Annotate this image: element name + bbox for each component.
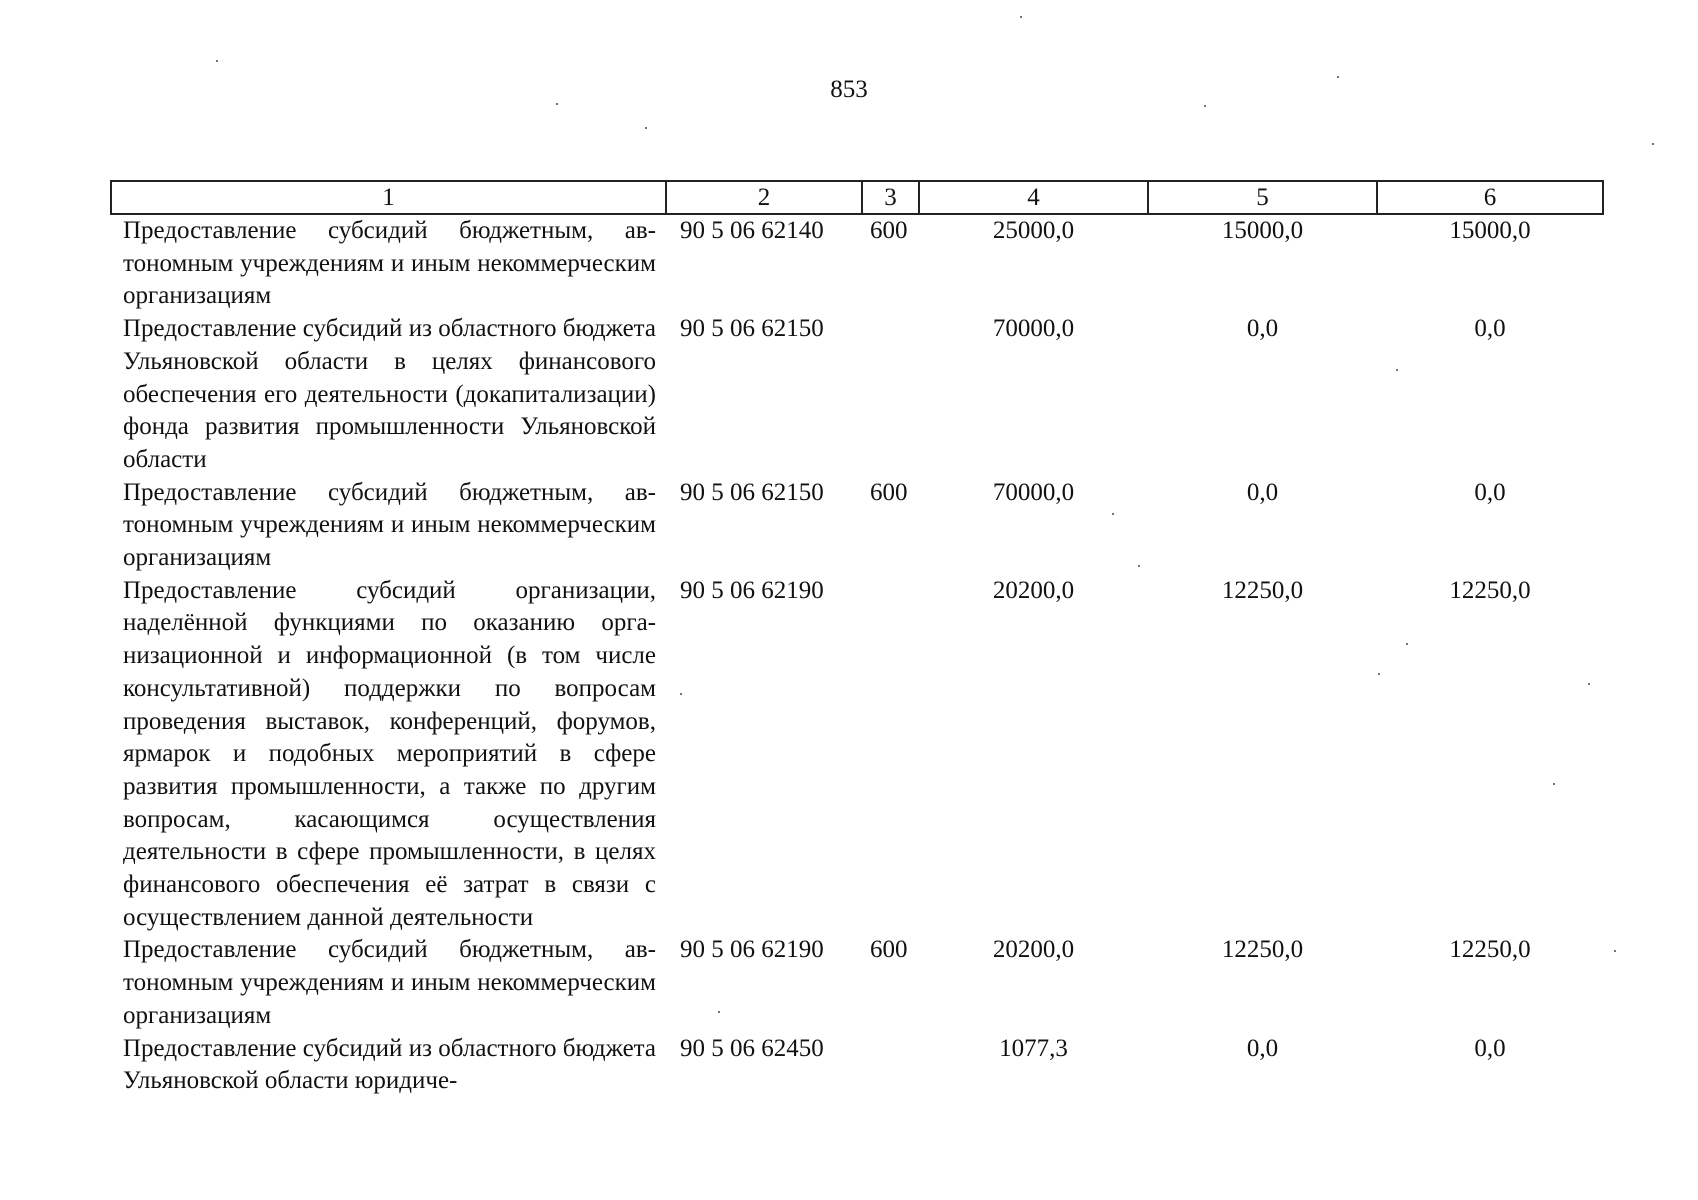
row-value-col5: 0,0 <box>1246 478 1279 506</box>
table-header <box>111 181 1603 214</box>
page-number: 853 <box>830 76 868 103</box>
row-description: Предоставление субсидий бюджетным, автономным учреждениям и иным некоммерческим организациям <box>123 217 656 310</box>
row-value-col6: 0,0 <box>1474 1034 1506 1062</box>
scan-speck <box>1396 369 1398 371</box>
row-description: Предоставление субсидий организации, наделённой функциями по оказанию организационной и информационной (в том числе консультативной) поддержки по вопросам проведения выставок, конференций, форумов, ярмарок и подобных мероприятий в сфере развития промышленности, а также по другим вопросам, касающимся осуществления деятельности в сфере промышленности, в целях финансового обеспечения её затрат в связи с осуществлением данной деятельности <box>123 576 656 931</box>
scan-speck <box>1112 513 1114 515</box>
table-body <box>111 214 1603 1098</box>
row-expense-type: 600 <box>870 936 908 964</box>
row-value-col4: 20200,0 <box>992 576 1075 604</box>
row-value-col4: 25000,0 <box>992 217 1075 244</box>
row-target-code: 90 5 06 62450 <box>680 1034 824 1062</box>
row-expense-type <box>862 313 919 477</box>
row-target-code: 90 5 06 62190 <box>680 936 824 964</box>
row-value-col5: 0,0 <box>1246 1034 1279 1062</box>
scan-speck <box>1588 683 1590 685</box>
row-description: Предоставление субсидий из областного бюджета Ульяновской области юридиче- <box>123 1034 656 1095</box>
row-value-col4: 1077,3 <box>999 1034 1068 1062</box>
row-expense-type: 600 <box>870 217 908 244</box>
row-target-code: 90 5 06 62140 <box>680 217 824 244</box>
scan-speck <box>1652 143 1654 145</box>
row-description: Предоставление субсидий бюджетным, автономным учреждениям и иным некоммерческим организациям <box>123 478 656 572</box>
table-row <box>111 313 1603 477</box>
column-header-2: 2 <box>666 181 862 214</box>
row-target-code: 90 5 06 62150 <box>680 315 824 343</box>
row-value-col6: 15000,0 <box>1449 217 1531 244</box>
scan-speck <box>1614 950 1616 952</box>
table-row <box>111 934 1603 1032</box>
row-value-col4: 20200,0 <box>992 936 1075 964</box>
row-target-code: 90 5 06 62190 <box>680 576 824 604</box>
row-value-col6: 0,0 <box>1474 478 1506 506</box>
scan-speck <box>1204 105 1206 107</box>
header-row <box>111 181 1603 214</box>
row-target-code: 90 5 06 62150 <box>680 478 824 506</box>
scan-speck <box>556 103 558 105</box>
scan-speck <box>1020 16 1022 18</box>
row-value-col5: 15000,0 <box>1221 217 1304 244</box>
row-value-col6: 12250,0 <box>1449 936 1531 964</box>
table-row <box>111 575 1603 935</box>
row-expense-type: 600 <box>870 478 908 506</box>
row-value-col5: 12250,0 <box>1221 936 1304 964</box>
row-value-col4: 70000,0 <box>992 478 1075 506</box>
scan-speck <box>718 1011 720 1013</box>
table-row <box>111 214 1603 313</box>
scan-speck <box>1553 783 1555 785</box>
row-expense-type <box>862 575 919 935</box>
scan-speck <box>216 60 218 62</box>
row-value-col5: 12250,0 <box>1221 576 1304 604</box>
row-value-col6: 12250,0 <box>1449 576 1531 604</box>
column-header-3: 3 <box>862 181 919 214</box>
scan-speck <box>680 693 682 695</box>
scan-speck <box>1138 565 1140 567</box>
column-header-1: 1 <box>111 181 666 214</box>
row-value-col5: 0,0 <box>1246 315 1279 343</box>
row-description: Предоставление субсидий бюджетным, автономным учреждениям и иным некоммерческим организациям <box>123 936 656 1029</box>
scan-speck <box>1337 76 1339 78</box>
scan-speck <box>645 127 647 129</box>
row-description: Предоставление субсидий из областного бюджета Ульяновской области в целях финансового обеспечения его деятельности (докапитализации) фонда развития промышленности Ульяновской области <box>123 315 656 473</box>
row-expense-type <box>862 1033 919 1098</box>
row-value-col6: 0,0 <box>1474 315 1506 343</box>
scan-speck <box>1406 643 1408 645</box>
budget-table <box>110 180 1604 1098</box>
column-header-6: 6 <box>1377 181 1603 214</box>
scan-speck <box>1378 673 1380 675</box>
row-value-col4: 70000,0 <box>992 315 1075 343</box>
table-row <box>111 1033 1603 1098</box>
column-header-5: 5 <box>1148 181 1377 214</box>
table-row <box>111 477 1603 575</box>
column-header-4: 4 <box>919 181 1148 214</box>
